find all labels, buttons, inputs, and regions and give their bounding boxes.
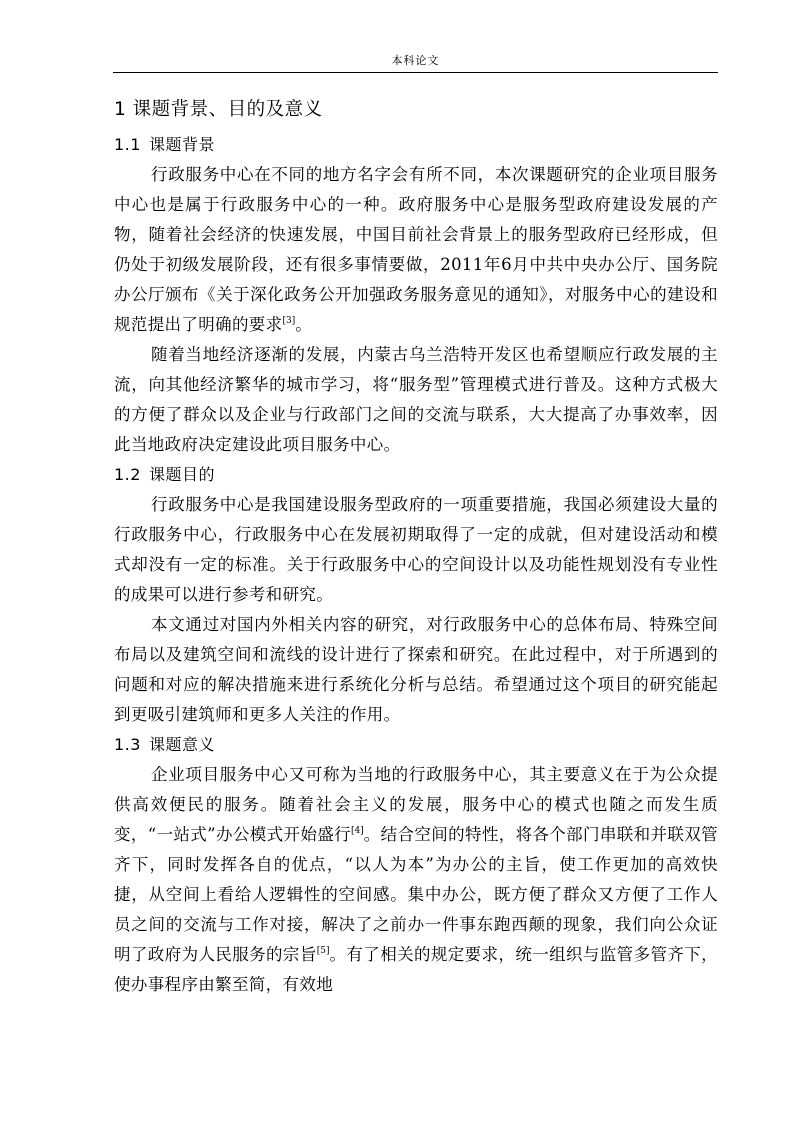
paragraph: [114, 610, 718, 730]
section-title: 课题背景: [148, 135, 215, 154]
section-title: 课题目的: [148, 465, 215, 484]
paragraph: [114, 760, 718, 1000]
section-heading-purpose: [114, 460, 718, 490]
paragraph: [114, 340, 718, 460]
paragraph-text: 行政服务中心是我国建设服务型政府的一项重要措施，我国必须建设大量的行政服务中心，行政服务中心在发展初期取得了一定的成就，但对建设活动和模式却没有一定的标准。关于行政服务中心的空间设计以及功能性规划没有专业性的成果可以进行参考和研究。: [114, 495, 718, 604]
section-heading-background: [114, 130, 718, 160]
header-rule: [113, 72, 718, 73]
paragraph-text: 企业项目服务中心又可称为当地的行政服务中心，其主要意义在于为公众提供高效便民的服务。随着社会主义的发展，服务中心的模式也随之而发生质变，“一站式”办公模式开始盛行: [114, 765, 718, 844]
section-number: 1.1: [114, 135, 141, 154]
page-body: [114, 90, 718, 1000]
paragraph: [114, 490, 718, 610]
citation-ref: [3]: [282, 316, 296, 326]
paragraph-text: 本文通过对国内外相关内容的研究，对行政服务中心的总体布局、特殊空间布局以及建筑空间和流线的设计进行了探索和研究。在此过程中，对于所遇到的问题和对应的解决措施来进行系统化分析与总结。希望通过这个项目的研究能起到更吸引建筑师和更多人关注的作用。: [114, 615, 718, 724]
paragraph-text: 。有了相关的规定要求，统一组织与监管多管齐下，使办事程序由繁至简，有效地: [114, 945, 718, 994]
citation-ref: [4]: [350, 826, 364, 836]
citation-ref: [5]: [316, 946, 330, 956]
paragraph-text: 。: [295, 315, 313, 334]
section-number: 1.2: [114, 465, 141, 484]
paragraph-text: 随着当地经济逐渐的发展，内蒙古乌兰浩特开发区也希望顺应行政发展的主流，向其他经济繁华的城市学习，将“服务型”管理模式进行普及。这种方式极大的方便了群众以及企业与行政部门之间的交流与联系，大大提高了办事效率，因此当地政府决定建设此项目服务中心。: [114, 345, 718, 454]
section-title: 课题意义: [148, 735, 215, 754]
chapter-title: 1 课题背景、目的及意义: [114, 99, 323, 120]
paragraph: [114, 160, 718, 340]
section-heading-significance: [114, 730, 718, 760]
section-number: 1.3: [114, 735, 141, 754]
paragraph-text: 行政服务中心在不同的地方名字会有所不同，本次课题研究的企业项目服务中心也是属于行政服务中心的一种。政府服务中心是服务型政府建设发展的产物，随着社会经济的快速发展，中国目前社会背景上的服务型政府已经形成，但仍处于初级发展阶段，还有很多事情要做，2011年6月中共中央办公厅、国务院办公厅颁布《关于深化政务公开加强政务服务意见的通知》，对服务中心的建设和规范提出了明确的要求: [114, 165, 718, 334]
paragraph-text: 。结合空间的特性，将各个部门串联和并联双管齐下，同时发挥各自的优点，“以人为本”为办公的主旨，使工作更加的高效快捷，从空间上看给人逻辑性的空间感。集中办公，既方便了群众又方便了工作人员之间的交流与工作对接，解决了之前办一件事东跑西颠的现象，我们向公众证明了政府为人民服务的宗旨: [114, 825, 718, 964]
running-header: 本科论文: [391, 54, 440, 67]
